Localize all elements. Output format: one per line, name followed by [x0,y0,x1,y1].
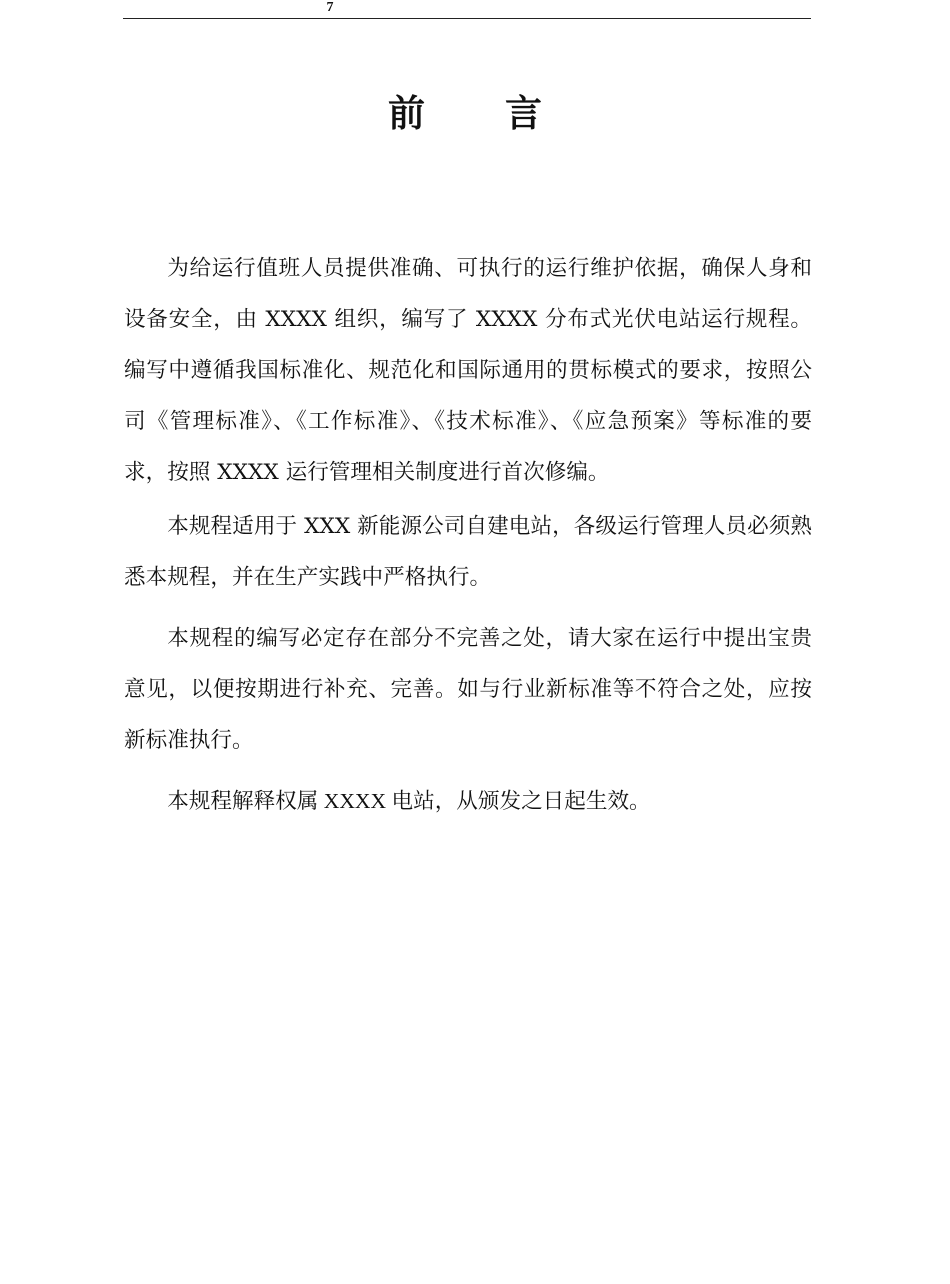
header-divider [123,18,811,19]
preface-paragraph-1: 为给运行值班人员提供准确、可执行的运行维护依据，确保人身和设备安全，由 XXXX 组织，编写了 XXXX 分布式光伏电站运行规程。编写中遵循我国标准化、规范化和国际通用的贯标模式的要求，按照公司《管理标准》、《工作标准》、《技术标准》、《应急预案》等标准的要求，按照 XXXX 运行管理相关制度进行首次修编。 [124,256,812,485]
preface-paragraph-4: 本规程解释权属 XXXX 电站，从颁发之日起生效。 [167,789,651,813]
preface-paragraph-3: 本规程的编写必定存在部分不完善之处，请大家在运行中提出宝贵意见，以便按期进行补充、完善。如与行业新标准等不符合之处，应按新标准执行。 [124,626,812,753]
page-title: 前 言 [388,92,544,135]
preface-paragraph-2: 本规程适用于 XXX 新能源公司自建电站，各级运行管理人员必须熟悉本规程，并在生产实践中严格执行。 [124,514,812,590]
page-number: 7 [326,0,334,15]
